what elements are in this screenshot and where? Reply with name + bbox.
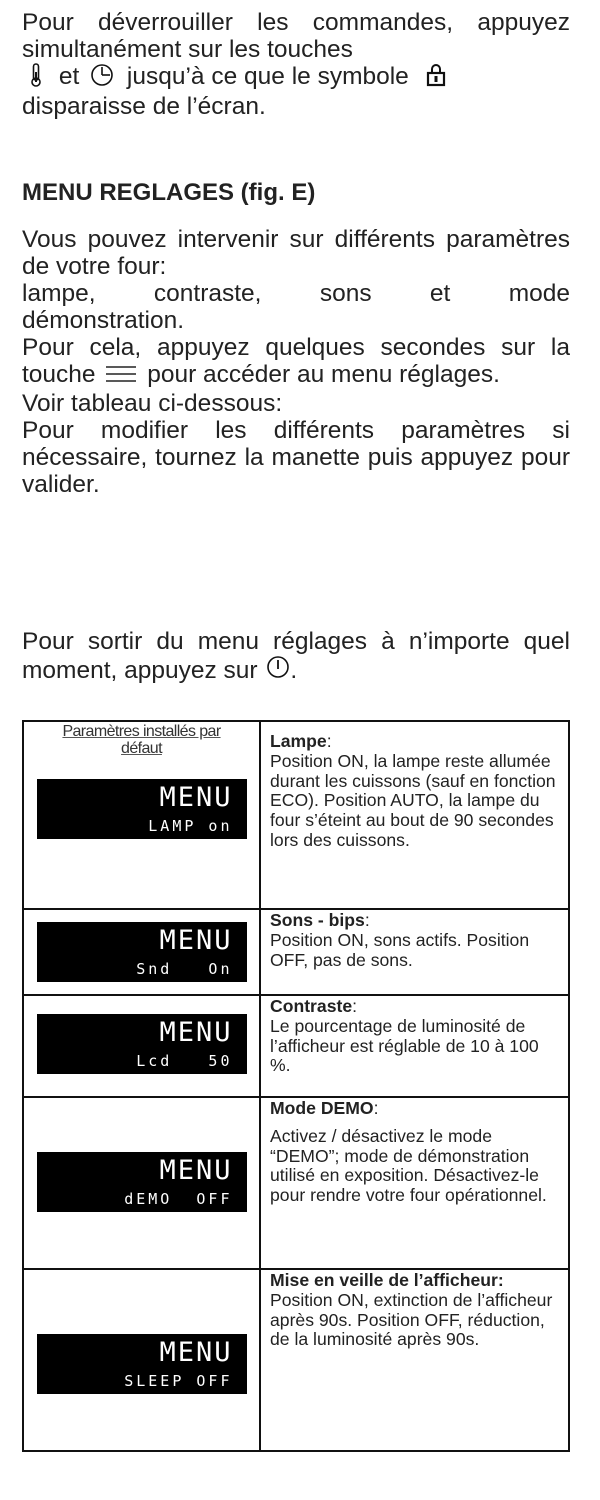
table-row [23,721,569,909]
description-cell [260,1097,569,1269]
row-title-line [270,997,562,1017]
body-paragraph-3: démonstration. [22,307,185,334]
row-title-line [270,723,562,752]
row-text: Position ON, la lampe reste allumée durant les cuissons (sauf en fonction ECO). Position AUTO, la lampe du four s’éteint au bout de 90 secondes lors des cuissons. [270,750,556,850]
lcd-line-2: LAMP on [148,817,233,835]
exit-paragraph: Pour sortir du menu réglages à n’importe quel moment, appuyez sur . [22,628,570,684]
padlock-icon [426,63,446,93]
description-cell [260,721,569,909]
lcd-cell [23,909,260,995]
lcd-line-2: dEMO OFF [124,1190,233,1208]
row-title: Lampe [270,731,327,751]
row-title-suffix: : [326,731,332,751]
table-row [23,1097,569,1269]
lcd-line-1: MENU [159,925,233,956]
lcd-cell [23,995,260,1097]
lcd-cell [23,721,260,909]
lcd-line-1: MENU [159,1017,233,1048]
lcd-line-2: Snd On [136,960,233,978]
body-paragraph-5: Voir tableau ci-dessous: [22,390,283,417]
lcd-line-2: SLEEP OFF [124,1372,233,1390]
row-text: Position ON, sons actifs. Position OFF, pas de sons. [270,929,530,970]
default-settings-header: Paramètres installés par défaut [62,723,221,757]
description-cell [260,909,569,995]
table-row [23,909,569,995]
section-title: MENU REGLAGES (fig. E) [22,179,316,206]
lcd-display [37,779,247,839]
lcd-display [37,1014,247,1074]
row-title-suffix: : [364,910,370,930]
lcd-line-2: Lcd 50 [136,1052,233,1070]
lcd-cell [23,1097,260,1269]
lcd-line-1: MENU [159,1337,233,1368]
body-paragraph-6: Pour modifier les différents paramètres si nécessaire, tournez la manette puis appuyez pour valider. [22,417,570,498]
row-title: Mode DEMO [270,1098,374,1118]
unlock-instructions [22,9,570,120]
body-paragraph-2: lampe, contraste, sons et mode [22,280,570,307]
row-title-line [270,1271,562,1291]
lcd-display [37,1152,247,1212]
row-title-line [270,911,562,931]
row-title-line [270,1099,562,1119]
row-title-suffix: : [352,996,358,1016]
row-text: Position ON, extinction de l’afficheur après 90s. Position OFF, réduction, de la luminosité après 90s. [270,1289,553,1350]
description-cell [260,1269,569,1451]
settings-description [22,226,570,498]
unlock-line-2: et jusqu’à ce que le symbole [22,63,570,93]
row-title: Mise en veille de l’afficheur: [270,1270,504,1290]
clock-icon [90,63,114,93]
body-paragraph-1: Vous pouvez intervenir sur différents paramètres de votre four: [22,226,570,280]
row-title: Sons - bips [270,910,365,930]
table-row [23,1269,569,1451]
row-title-suffix: : [373,1098,379,1118]
body-paragraph-4: Pour cela, appuyez quelques secondes sur la touche pour accéder au menu réglages. [22,334,570,388]
power-icon [266,655,290,685]
lcd-display [37,922,247,982]
lcd-line-1: MENU [159,782,233,813]
row-text: Activez / désactivez le mode “DEMO”; mode de démonstration utilisé en exposition. Désactivez-le pour rendre votre four opérationnel. [270,1125,547,1206]
description-cell [260,995,569,1097]
row-title: Contraste [270,996,353,1016]
table-row [23,995,569,1097]
exit-instructions [22,628,570,685]
unlock-line-1: Pour déverrouiller les commandes, appuyez simultanément sur les touches [22,9,570,63]
menu-icon [104,363,138,390]
lcd-line-1: MENU [159,1155,233,1186]
lcd-cell [23,1269,260,1451]
thermometer-icon [30,63,42,93]
lcd-display [37,1334,247,1394]
unlock-line-3: disparaisse de l’écran. [22,93,266,120]
settings-table [22,720,570,1452]
row-text: Le pourcentage de luminosité de l’afficheur est réglable de 10 à 100 %. [270,1015,539,1076]
